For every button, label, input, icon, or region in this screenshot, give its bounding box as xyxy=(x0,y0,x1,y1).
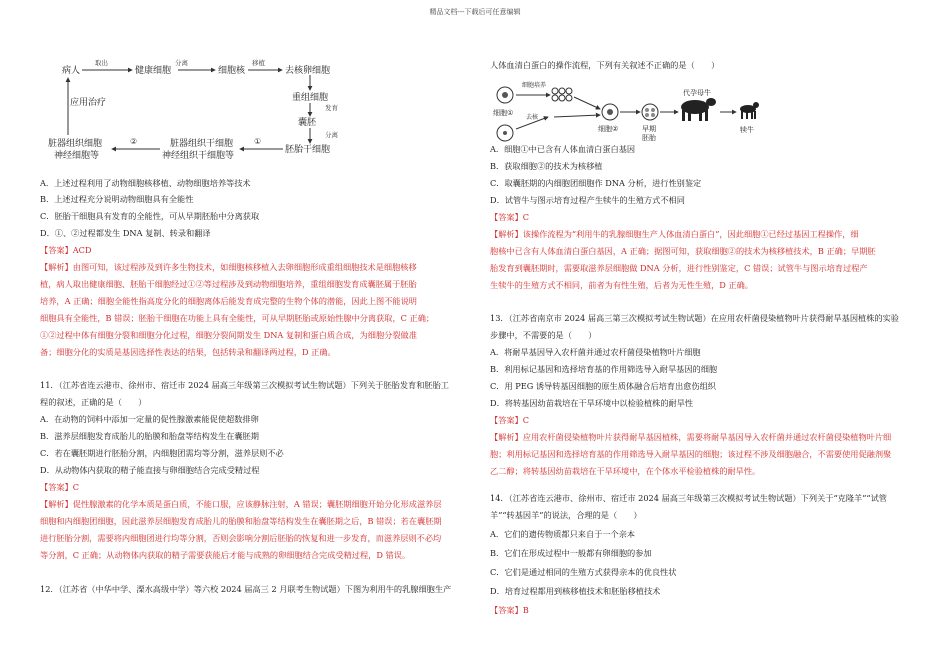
q10-analysis: 备；细胞分化的实质是基因选择性表达的结果，包括转录和翻译两过程，D 正确。 xyxy=(40,347,336,357)
cell-therapy-diagram-bottom xyxy=(40,135,465,175)
q10-analysis: 植，病人取出健康细胞、胚胎干细胞经过①②等过程涉及到动物细胞培养，重组细胞发育成囊胚属于胚胎 xyxy=(40,279,417,289)
q10-option-c: C．胚胎干细胞具有发育的全能性，可从早期胚胎中分离获取 xyxy=(40,211,260,221)
q14-option-d: D．培育过程都用到核移植技术和胚胎移植技术 xyxy=(490,586,661,596)
diagram-enucleate: 去核 xyxy=(526,114,539,121)
q14-answer: 【答案】B xyxy=(490,605,529,615)
diagram-early-embryo-1: 早期 xyxy=(642,125,656,133)
q10-option-d: D．①、②过程都发生 DNA 复制、转录和翻译 xyxy=(40,228,211,238)
diagram-stem-cells: 胚胎干细胞 xyxy=(285,145,331,155)
q13-option-a: A．将耐旱基因导入农杆菌并通过农杆菌侵染植物叶片细胞 xyxy=(490,347,701,357)
q11-option-a: A．在动物的饲料中添加一定量的促性腺激素能促使超数排卵 xyxy=(40,414,259,424)
q11-option-d: D．从动物体内获取的精子能直接与卵细胞结合完成受精过程 xyxy=(40,465,260,475)
q10-analysis: 培养，A 正确；细胞全能性指高度分化的细胞离体后能发育成完整的生物个体的潜能，因此上图不能说明 xyxy=(40,296,417,306)
q11-option-c: C．若在囊胚期进行胚胎分割，内细胞团需均等分割，滋养层则不必 xyxy=(40,448,284,458)
q12-stem: 12．（江苏省（中华中学、溧水高级中学）等六校 2024 届高三 2 月联考生物试题）下图为利用牛的乳腺细胞生产 xyxy=(40,584,452,594)
cow-icon xyxy=(681,98,716,121)
diagram-label-separate: 分离 xyxy=(175,59,188,67)
diagram-enucleated-egg: 去核卵细胞 xyxy=(285,66,331,76)
q10-analysis: 细胞具有全能性，B 错误；胚胎干细胞在功能上具有全能性，可从早期胚胎或原始性腺中分离获取，C 正确； xyxy=(40,313,435,323)
q13-option-d: D．将转基因幼苗栽培在干旱环境中以检验植株的耐旱性 xyxy=(490,398,694,408)
q11-stem: 11．（江苏省连云港市、徐州市、宿迁市 2024 届高三年级第三次模拟考试生物试题）下列关于胚胎发育和胚胎工 xyxy=(40,380,449,390)
q12-analysis: 胞核中已含有人体血清白蛋白基因，A 正确；据图可知，获取细胞②的技术为核移植技术，B 正确；早期胚 xyxy=(490,246,876,256)
diagram-recon-cell: 重组细胞 xyxy=(292,93,329,103)
q14-option-a: A．它们的遗传物质都只来自于一个亲本 xyxy=(490,529,636,539)
diagram-dirty-cells-1: 脏器组织细胞 xyxy=(48,139,103,149)
diagram-label-take: 取出 xyxy=(95,59,108,67)
diagram-label-develop: 发育 xyxy=(325,104,338,112)
q10-analysis: 【解析】由图可知，该过程涉及到许多生物技术，如细胞核移植入去卵细胞形成重组细胞技术是细胞核移 xyxy=(40,262,417,272)
diagram-label-transfer: 移植 xyxy=(252,59,265,67)
q14-option-c: C．它们是通过相同的生殖方式获得亲本的优良性状 xyxy=(490,567,677,577)
cow-cloning-diagram xyxy=(490,75,915,145)
q11-analysis: 进行胚胎分割，需要将内细胞团进行均等分割，否则会影响分割后胚胎的恢复和进一步发育，而滋养层则不必均 xyxy=(40,533,442,543)
q11-analysis: 细胞和内细胞团细胞，因此滋养层细胞发育成胎儿的胎膜和胎盘等结构发生在囊胚期之后，B 错误；若在囊胚期 xyxy=(40,516,442,526)
q12-stem-cont: 人体血清白蛋白的操作流程，下列有关叙述不正确的是（ ） xyxy=(490,60,720,70)
diagram-label-separate2: 分离 xyxy=(325,131,338,139)
q12-option-b: B．获取细胞②的技术为核移植 xyxy=(490,161,603,171)
diagram-dirty-stem-2: 神经组织干细胞等 xyxy=(162,151,235,161)
q12-option-d: D．试管牛与图示培育过程产生犊牛的生殖方式不相同 xyxy=(490,195,685,205)
q10-analysis: ①②过程中体有细胞分裂和细胞分化过程，细胞分裂间期发生 DNA 复制和蛋白质合成，为细胞分裂做准 xyxy=(40,330,417,340)
diagram-calf: 犊牛 xyxy=(740,126,754,134)
diagram-blastocyst: 囊胚 xyxy=(298,118,317,128)
q11-analysis: 等分割，C 正确；从动物体内获取的精子需要获能后才能与成熟的卵细胞结合完成受精过程，D 错误。 xyxy=(40,550,411,560)
q13-analysis: 胞；利用标记基因和选择培育基的作用筛选导入耐旱基因的细胞；该过程不涉及细胞融合，不需要使用促融剂聚 xyxy=(490,449,892,459)
q10-answer: 【答案】ACD xyxy=(40,245,92,255)
q12-analysis: 胎发育到囊胚期时，需要取滋养层细胞做 DNA 分析，进行性别鉴定，C 错误；试管牛与图示培育过程产 xyxy=(490,263,868,273)
diagram-nucleus: 细胞核 xyxy=(218,66,246,76)
diagram-treat: 应用治疗 xyxy=(70,98,107,108)
q13-stem: 13．（江苏省南京市 2024 届高三第三次模拟考试生物试题）在应用农杆菌侵染植物叶片获得耐旱基因植株的实验 xyxy=(490,313,899,323)
q10-option-a: A．上述过程利用了动物细胞核移植、动物细胞培养等技术 xyxy=(40,178,251,188)
diagram-surrogate: 代孕母牛 xyxy=(683,89,711,97)
diagram-cell2: 细胞② xyxy=(598,125,619,133)
q13-stem: 步骤中，不需要的是（ ） xyxy=(490,330,597,340)
q11-answer: 【答案】C xyxy=(40,482,80,492)
q13-answer: 【答案】C xyxy=(490,415,530,425)
q13-option-c: C．用 PEG 诱导转基因细胞的原生质体融合后培育出愈伤组织 xyxy=(490,381,716,391)
q10-option-b: B．上述过程充分说明动物细胞具有全能性 xyxy=(40,194,194,204)
q12-answer: 【答案】C xyxy=(490,212,530,222)
q11-analysis: 【解析】促性腺激素的化学本质是蛋白质，不能口服，应该静脉注射，A 错误；囊胚期细胞开始分化形成滋养层 xyxy=(40,499,442,509)
q12-analysis: 【解析】该操作流程为“利用牛的乳腺细胞生产人体血清白蛋白”，因此细胞①已经过基因工程操作，细 xyxy=(490,229,859,239)
embryo-icon xyxy=(642,104,658,120)
diagram-dirty-stem-1: 脏器组织干细胞 xyxy=(170,139,234,149)
q14-stem: 14．（江苏省连云港市、徐州市、宿迁市 2024 届高三年级第三次模拟考试生物试题）下列关于“克隆羊”“试管 xyxy=(490,493,887,503)
q12-analysis: 生犊牛的生殖方式不相同，前者为有性生殖，后者为无性生殖，D 正确。 xyxy=(490,280,753,290)
q12-option-a: A．细胞①中已含有人体血清白蛋白基因 xyxy=(490,144,636,154)
cultured-cells xyxy=(552,88,572,101)
diagram-step1: ① xyxy=(254,137,262,146)
q14-stem: 羊”“转基因羊”的说法，合理的是（ ） xyxy=(490,510,642,520)
diagram-healthy-cell: 健康细胞 xyxy=(135,66,172,76)
diagram-early-embryo-2: 胚胎 xyxy=(642,134,656,142)
diagram-dirty-cells-2: 神经细胞等 xyxy=(54,151,100,161)
diagram-patient: 病人 xyxy=(62,66,81,76)
calf-icon xyxy=(740,102,759,119)
q12-option-c: C．取囊胚期的内细胞团细胞作 DNA 分析，进行性别鉴定 xyxy=(490,178,702,188)
diagram-culture: 细胞培养 xyxy=(522,82,547,89)
q11-stem: 程的叙述，正确的是（ ） xyxy=(40,397,147,407)
q13-option-b: B．利用标记基因和选择培育基的作用筛选导入耐旱基因的细胞 xyxy=(490,364,718,374)
diagram-cell1: 细胞① xyxy=(493,109,514,117)
page-header: 精品文档---下载后可任意编辑 xyxy=(429,8,521,16)
q11-option-b: B．滋养层细胞发育成胎儿的胎膜和胎盘等结构发生在囊胚期 xyxy=(40,431,259,441)
q14-option-b: B．它们在形成过程中一般都有卵细胞的参加 xyxy=(490,548,652,558)
q13-analysis: 乙二醇；将转基因幼苗栽培在干旱环境中，在个体水平检验植株的耐旱性。 xyxy=(490,466,761,476)
diagram-step2: ② xyxy=(130,137,138,146)
q13-analysis: 【解析】应用农杆菌侵染植物叶片获得耐旱基因植株，需要将耐旱基因导入农杆菌并通过农杆菌侵染植物叶片细 xyxy=(490,432,892,442)
